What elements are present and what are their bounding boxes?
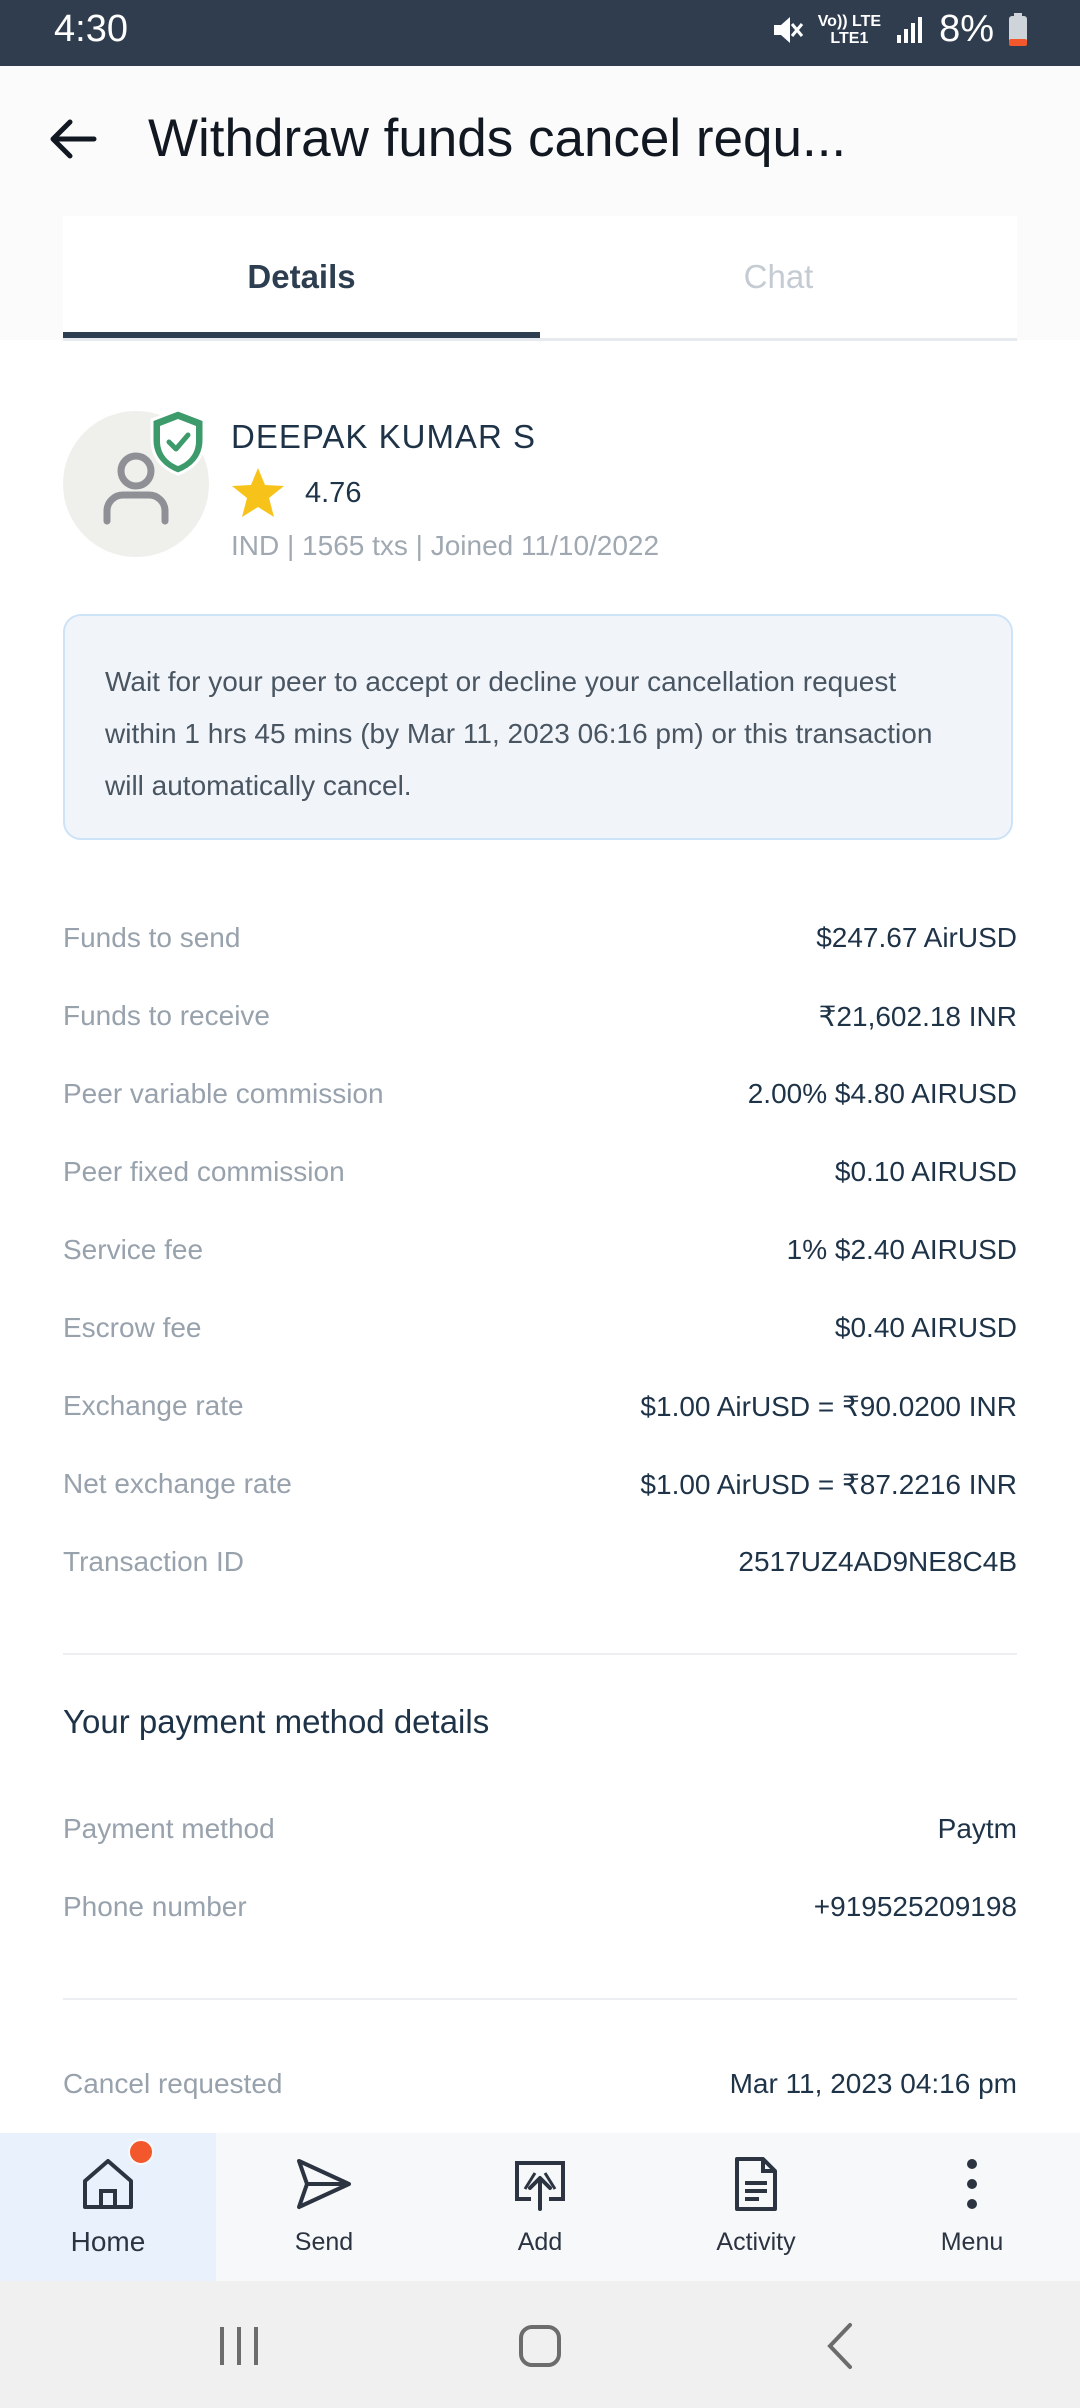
nav-label: Activity <box>716 2228 796 2256</box>
peer-rating: 4.76 <box>305 477 362 509</box>
tab-chat[interactable]: Chat <box>743 258 814 295</box>
peer-meta: IND | 1565 txs | Joined 11/10/2022 <box>231 530 660 561</box>
detail-label: Net exchange rate <box>63 1468 292 1499</box>
detail-value: $247.67 AirUSD <box>816 922 1017 953</box>
divider <box>63 1653 1017 1655</box>
detail-value: Mar 11, 2023 04:16 pm <box>729 2068 1017 2099</box>
nav-label: Send <box>294 2228 354 2256</box>
detail-row-service-fee <box>63 1234 1017 1284</box>
recent-apps-icon[interactable] <box>214 2321 264 2371</box>
divider <box>63 1998 1017 2000</box>
battery-percent: 8% <box>939 8 994 50</box>
detail-label: Transaction ID <box>63 1546 245 1577</box>
nav-activity[interactable] <box>648 2133 864 2281</box>
add-funds-icon <box>511 2155 569 2213</box>
send-icon <box>295 2155 353 2213</box>
detail-row-funds-to-send <box>63 922 1017 972</box>
payment-row-phone <box>63 1891 1017 1941</box>
verified-shield-icon <box>148 408 208 476</box>
detail-value: 1% $2.40 AIRUSD <box>786 1234 1017 1265</box>
battery-icon <box>1008 13 1028 47</box>
network-sim: LTE1 <box>830 29 869 47</box>
peer-name: DEEPAK KUMAR S <box>231 418 536 455</box>
status-time: 4:30 <box>54 8 128 50</box>
status-bar <box>0 0 1080 66</box>
cancel-requested-row <box>63 2068 1017 2118</box>
home-icon <box>79 2155 137 2213</box>
more-vertical-icon <box>943 2155 1001 2213</box>
mute-icon <box>770 13 804 47</box>
detail-value: 2.00% $4.80 AIRUSD <box>747 1078 1017 1109</box>
detail-value: Paytm <box>937 1813 1017 1844</box>
star-icon <box>230 466 286 520</box>
nav-label: Menu <box>940 2228 1004 2256</box>
nav-label: Add <box>517 2228 563 2256</box>
nav-home[interactable] <box>0 2133 216 2281</box>
payment-section-title: Your payment method details <box>63 1703 490 1740</box>
nav-send[interactable] <box>216 2133 432 2281</box>
detail-value: $1.00 AirUSD = ₹90.0200 INR <box>640 1391 1017 1422</box>
detail-label: Funds to send <box>63 922 241 953</box>
home-button-icon[interactable] <box>515 2321 565 2371</box>
detail-label: Payment method <box>63 1813 275 1844</box>
network-type: Vo)) LTE <box>817 12 882 30</box>
network-indicator <box>818 13 881 47</box>
detail-label: Phone number <box>63 1891 247 1922</box>
detail-label: Escrow fee <box>63 1312 202 1343</box>
back-button-icon[interactable] <box>816 2321 866 2371</box>
cancellation-notice: Wait for your peer to accept or decline your cancellation request within 1 hrs 45 mins (by Mar 11, 2023 06:16 pm) or this transaction will automatically cancel. <box>63 614 1013 840</box>
detail-label: Cancel requested <box>63 2068 283 2099</box>
detail-label: Funds to receive <box>63 1000 270 1031</box>
page-title: Withdraw funds cancel requ... <box>148 109 847 168</box>
nav-label: Home <box>70 2226 146 2257</box>
status-icons <box>770 8 1028 51</box>
nav-add[interactable] <box>432 2133 648 2281</box>
detail-value: ₹21,602.18 INR <box>818 1001 1017 1032</box>
notification-badge <box>128 2139 154 2165</box>
detail-row-net-exchange-rate <box>63 1468 1017 1518</box>
detail-row-exchange-rate <box>63 1390 1017 1440</box>
detail-label: Peer fixed commission <box>63 1156 345 1187</box>
back-arrow-icon[interactable] <box>46 112 100 166</box>
detail-row-peer-fixed-commission <box>63 1156 1017 1206</box>
detail-value: $1.00 AirUSD = ₹87.2216 INR <box>640 1469 1017 1500</box>
detail-value: +919525209198 <box>813 1891 1017 1922</box>
detail-value[interactable]: 2517UZ4AD9NE8C4B <box>738 1546 1017 1577</box>
detail-row-funds-to-receive <box>63 1000 1017 1050</box>
system-navigation-bar <box>0 2281 1080 2408</box>
detail-row-escrow-fee <box>63 1312 1017 1362</box>
signal-icon <box>895 15 925 45</box>
detail-label: Exchange rate <box>63 1390 244 1421</box>
detail-row-peer-variable-commission <box>63 1078 1017 1128</box>
bottom-navigation <box>0 2133 1080 2281</box>
detail-label: Service fee <box>63 1234 204 1265</box>
tab-details[interactable]: Details <box>63 216 540 338</box>
nav-menu[interactable] <box>864 2133 1080 2281</box>
payment-row-method <box>63 1813 1017 1863</box>
detail-label: Peer variable commission <box>63 1078 384 1109</box>
detail-row-transaction-id <box>63 1546 1017 1596</box>
detail-value: $0.40 AIRUSD <box>834 1312 1017 1343</box>
tab-bar <box>63 216 1017 341</box>
detail-value: $0.10 AIRUSD <box>834 1156 1017 1187</box>
document-icon <box>727 2155 785 2213</box>
